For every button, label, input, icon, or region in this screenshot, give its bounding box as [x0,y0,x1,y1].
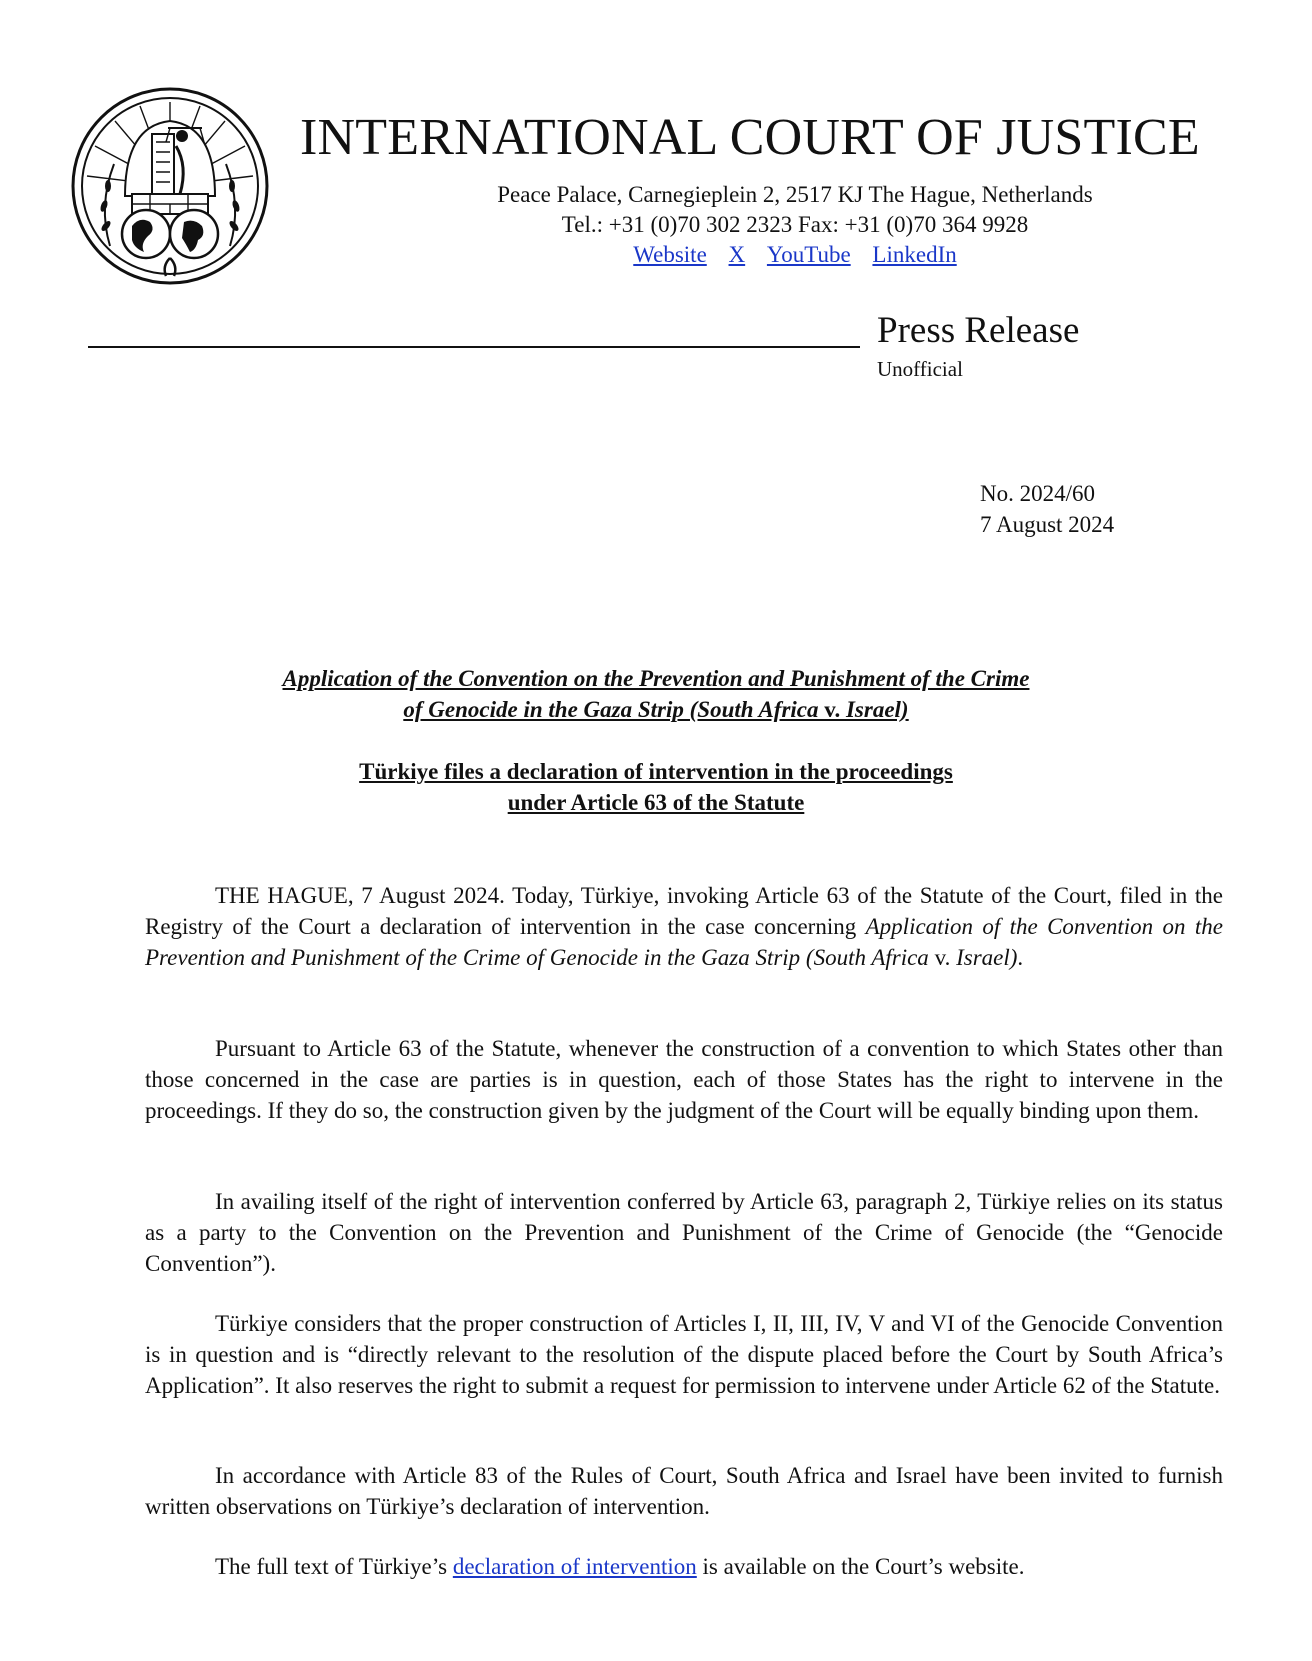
headline-line-1: Türkiye files a declaration of intervention in the proceedings [359,759,953,784]
release-date: 7 August 2024 [980,512,1115,537]
paragraph-2: Pursuant to Article 63 of the Statute, whenever the construction of a convention to which States other than those concerned in the case are parties is in question, each of those States has the right to intervene in the proceedings. If they do so, the construction given by the judgment of the Court will be equally binding upon them. [145,1036,1223,1123]
paragraph-1-case-name: Application of the Convention on the Prevention and Punishment of the Crime of Genocide in the Gaza Strip (South Africa [145,914,1223,970]
paragraph-3: In availing itself of the right of intervention conferred by Article 63, paragraph 2, Türkiye relies on its status as a party to the Convention on the Prevention and Punishment of the Crime of Genocide (the “Genocide Convention”). [145,1189,1223,1276]
case-title-line-1: Application of the Convention on the Prevention and Punishment of the Crime [282,666,1030,691]
paragraph-1-text: THE HAGUE, 7 August 2024. Today, Türkiye, invoking Article 63 of the Statute of the Court, filed in the Registry of the Court a declaration of intervention in the case concerning [145,883,1223,939]
case-title-line-2 [403,697,908,722]
unofficial-label: Unofficial [877,357,963,381]
case-title-line-2a: of Genocide in the Gaza Strip (South Africa [403,697,819,722]
press-release-label: Press Release [877,310,1080,351]
case-title-versus: v. [818,697,846,722]
headline-line-2: under Article 63 of the Statute [507,790,805,815]
headline [0,756,1312,818]
court-phone-fax: Tel.: +31 (0)70 302 2323 Fax: +31 (0)70 364 9928 [561,212,1029,237]
paragraph-4: Türkiye considers that the proper construction of Articles I, II, III, IV, V and VI of the Genocide Convention is in question and is “directly relevant to the resolution of the dispute placed before the Court by South Africa’s Application”. It also reserves the right to submit a request for permission to intervene under Article 62 of the Statute. [145,1311,1223,1398]
website-link[interactable]: Website [633,242,707,267]
paragraph-1 [145,880,1223,973]
paragraph-5: In accordance with Article 83 of the Rules of Court, South Africa and Israel have been invited to furnish written observations on Türkiye’s declaration of intervention. [145,1463,1223,1519]
case-title [0,663,1312,725]
icj-seal-icon [70,86,270,286]
paragraph-1-period: . [1017,945,1024,970]
court-name: INTERNATIONAL COURT OF JUSTICE [300,109,1200,166]
paragraph-6 [145,1551,1223,1582]
x-link[interactable]: X [728,242,746,267]
case-title-line-2b: Israel) [845,697,909,722]
paragraph-1-versus: v. [928,945,957,970]
linkedin-link[interactable]: LinkedIn [872,242,957,267]
court-address: Peace Palace, Carnegieplein 2, 2517 KJ The Hague, Netherlands [497,182,1093,207]
declaration-link[interactable]: declaration of intervention [452,1554,697,1579]
paragraph-6-text: The full text of Türkiye’s [215,1554,453,1579]
youtube-link[interactable]: YouTube [766,242,851,267]
release-number: No. 2024/60 [980,481,1095,506]
social-links [400,243,1190,266]
paragraph-6-text-end: is available on the Court’s website. [696,1554,1025,1579]
paragraph-1-case-name-end: Israel) [956,945,1018,970]
header-divider [88,346,860,348]
